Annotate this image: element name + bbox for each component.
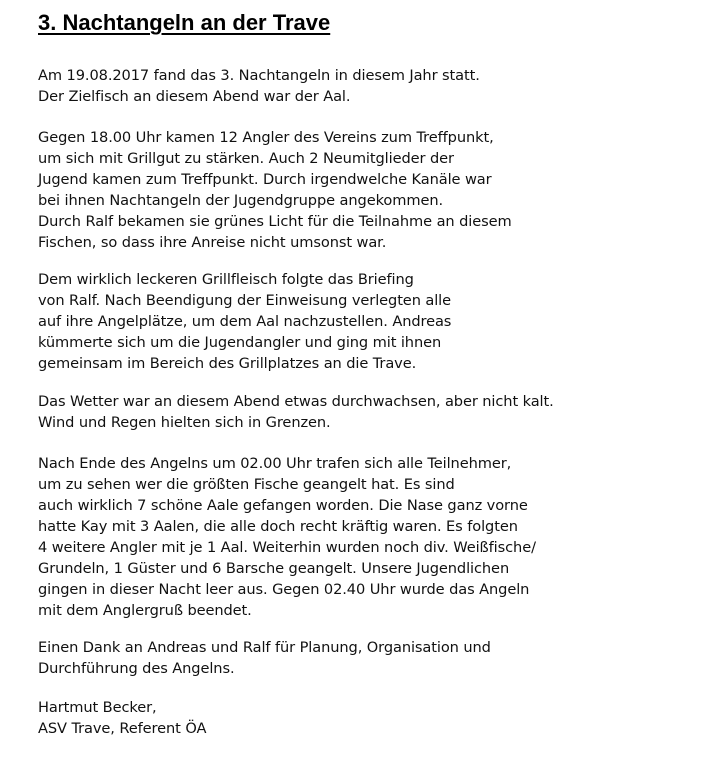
text-line: Durch Ralf bekamen sie grünes Licht für die Teilnahme an diesem: [38, 213, 512, 230]
text-line: gemeinsam im Bereich des Grillplatzes an die Trave.: [38, 355, 417, 372]
text-line: Fischen, so dass ihre Anreise nicht umsonst war.: [38, 234, 387, 251]
text-line: Dem wirklich leckeren Grillfleisch folgte das Briefing: [38, 271, 414, 288]
text-line: Der Zielfisch an diesem Abend war der Aal.: [38, 88, 351, 105]
text-line: Grundeln, 1 Güster und 6 Barsche geangelt. Unsere Jugendlichen: [38, 560, 510, 577]
text-line: auch wirklich 7 schöne Aale gefangen worden. Die Nase ganz vorne: [38, 497, 528, 514]
text-line: kümmerte sich um die Jugendangler und ging mit ihnen: [38, 334, 442, 351]
text-line: Durchführung des Angelns.: [38, 660, 235, 677]
text-line: Nach Ende des Angelns um 02.00 Uhr trafen sich alle Teilnehmer,: [38, 455, 512, 472]
text-line: Gegen 18.00 Uhr kamen 12 Angler des Vereins zum Treffpunkt,: [38, 129, 494, 146]
text-line: hatte Kay mit 3 Aalen, die alle doch recht kräftig waren. Es folgten: [38, 518, 518, 535]
text-line: Jugend kamen zum Treffpunkt. Durch irgendwelche Kanäle war: [38, 171, 492, 188]
signature-name: Hartmut Becker,: [38, 699, 157, 716]
text-line: Wind und Regen hielten sich in Grenzen.: [38, 414, 331, 431]
text-line: auf ihre Angelplätze, um dem Aal nachzustellen. Andreas: [38, 313, 452, 330]
text-line: gingen in dieser Nacht leer aus. Gegen 02.40 Uhr wurde das Angeln: [38, 581, 530, 598]
text-line: Am 19.08.2017 fand das 3. Nachtangeln in diesem Jahr statt.: [38, 67, 480, 84]
text-line: bei ihnen Nachtangeln der Jugendgruppe angekommen.: [38, 192, 444, 209]
text-line: Das Wetter war an diesem Abend etwas durchwachsen, aber nicht kalt.: [38, 393, 554, 410]
signature-org: ASV Trave, Referent ÖA: [38, 720, 207, 737]
text-line: von Ralf. Nach Beendigung der Einweisung verlegten alle: [38, 292, 452, 309]
text-line: Einen Dank an Andreas und Ralf für Planung, Organisation und: [38, 639, 491, 656]
text-line: mit dem Anglergruß beendet.: [38, 602, 252, 619]
document-title: 3. Nachtangeln an der Trave: [38, 10, 331, 35]
text-line: um sich mit Grillgut zu stärken. Auch 2 Neumitglieder der: [38, 150, 454, 167]
text-line: 4 weitere Angler mit je 1 Aal. Weiterhin wurden noch div. Weißfische/: [38, 539, 536, 556]
text-line: um zu sehen wer die größten Fische geangelt hat. Es sind: [38, 476, 455, 493]
